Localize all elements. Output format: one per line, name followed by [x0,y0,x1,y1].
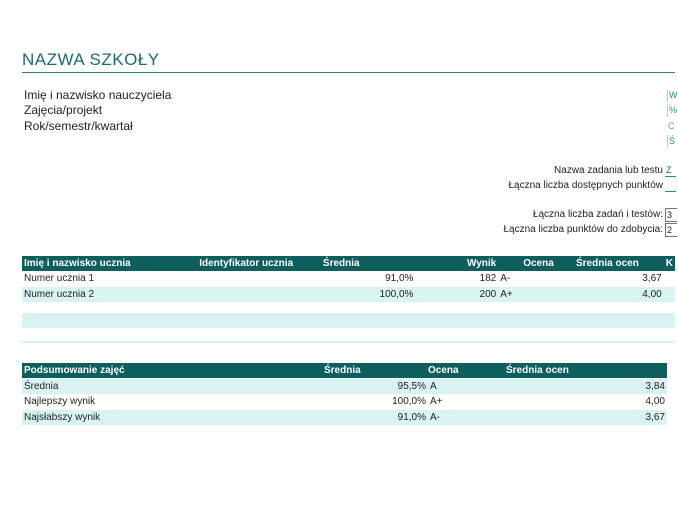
summary-label-cell[interactable]: Średnia [22,379,322,395]
student-average-cell[interactable] [321,271,498,287]
title-divider [22,72,675,73]
teacher-value-cell[interactable]: W [669,90,678,100]
student-id-cell[interactable] [197,271,321,287]
header-student-name[interactable]: Imię i nazwisko ucznia [22,256,197,271]
table-row [22,394,667,410]
table-row [22,410,667,426]
student-name-cell[interactable]: Numer ucznia 1 [22,271,197,287]
student-average-cell[interactable] [321,287,498,303]
empty-row-band[interactable] [22,313,675,328]
class-value-cell[interactable]: % [669,105,678,115]
student-average: 100,0% [379,289,414,300]
total-points-label: Łączna liczba punktów do zdobycia: [503,224,663,235]
summary-table [22,363,667,425]
summary-average-cell[interactable]: 100,0% [322,394,428,410]
header-cut-column[interactable]: K [664,256,675,271]
student-cut-cell[interactable] [664,287,675,303]
summary-grade-cell[interactable]: A- [428,410,504,426]
summary-average-cell[interactable]: 91,0% [322,410,428,426]
students-table [22,256,675,302]
student-average: 91,0% [385,273,414,284]
header-gpa[interactable]: Średnia ocen [574,256,664,271]
teacher-label: Imię i nazwisko nauczyciela [24,88,172,102]
student-cut-cell[interactable] [664,271,675,287]
student-name-cell[interactable]: Numer ucznia 2 [22,287,197,303]
summary-label-cell[interactable]: Najlepszy wynik [22,394,322,410]
summary-grade-cell[interactable]: A [428,379,504,395]
assignment-name-label: Nazwa zadania lub testu [554,165,663,176]
student-score: 200 [479,289,497,300]
header-summary[interactable]: Podsumowanie zajęć [22,363,322,379]
header-summary-gpa[interactable] [504,363,667,379]
assignment-name-cell[interactable]: Z [665,164,676,177]
period-label: Rok/semestr/kwartał [24,119,133,133]
header-summary-average[interactable]: Średnia [322,363,428,379]
available-points-label: Łączna liczba dostępnych punktów [508,180,663,191]
table-row [22,379,667,395]
header-grade[interactable]: Ocena [498,256,574,271]
header-score[interactable]: Wynik [409,256,499,271]
table-row [22,271,675,287]
summary-average-cell[interactable]: 95,5% [322,379,428,395]
header-summary-grade[interactable]: Ocena [428,363,504,379]
summary-gpa-header-text: Średnia ocen [506,365,569,376]
summary-gpa-cell[interactable]: 3,84 [504,379,667,395]
class-label: Zajęcia/projekt [24,103,103,117]
students-header-row [22,256,675,271]
student-grade-cell[interactable]: A+ [498,287,574,303]
available-points-cell[interactable] [665,179,676,192]
student-grade-cell[interactable]: A- [498,271,574,287]
student-id-cell[interactable] [197,287,321,303]
student-score: 182 [479,273,497,284]
summary-label-cell[interactable]: Najsłabszy wynik [22,410,322,426]
summary-header-row [22,363,667,379]
header-student-id[interactable]: Identyfikator ucznia [197,256,321,271]
header-average[interactable]: Średnia [321,256,409,271]
total-tasks-cell[interactable]: 3 [665,208,677,222]
table-row [22,287,675,303]
period-value-cell-a[interactable]: C [668,121,675,131]
total-tasks-label: Łączna liczba zadań i testów: [532,209,663,220]
summary-grade-cell[interactable]: A+ [428,394,504,410]
total-points-cell[interactable]: 2 [665,223,677,237]
student-gpa-cell[interactable]: 3,67 [574,271,664,287]
summary-gpa-cell[interactable]: 3,67 [504,410,667,426]
student-gpa-cell[interactable]: 4,00 [574,287,664,303]
summary-gpa-cell[interactable]: 4,00 [504,394,667,410]
period-value-cell-b[interactable]: Ś [669,136,676,146]
empty-row-line [22,341,675,343]
school-name: NAZWA SZKOŁY [22,50,160,69]
